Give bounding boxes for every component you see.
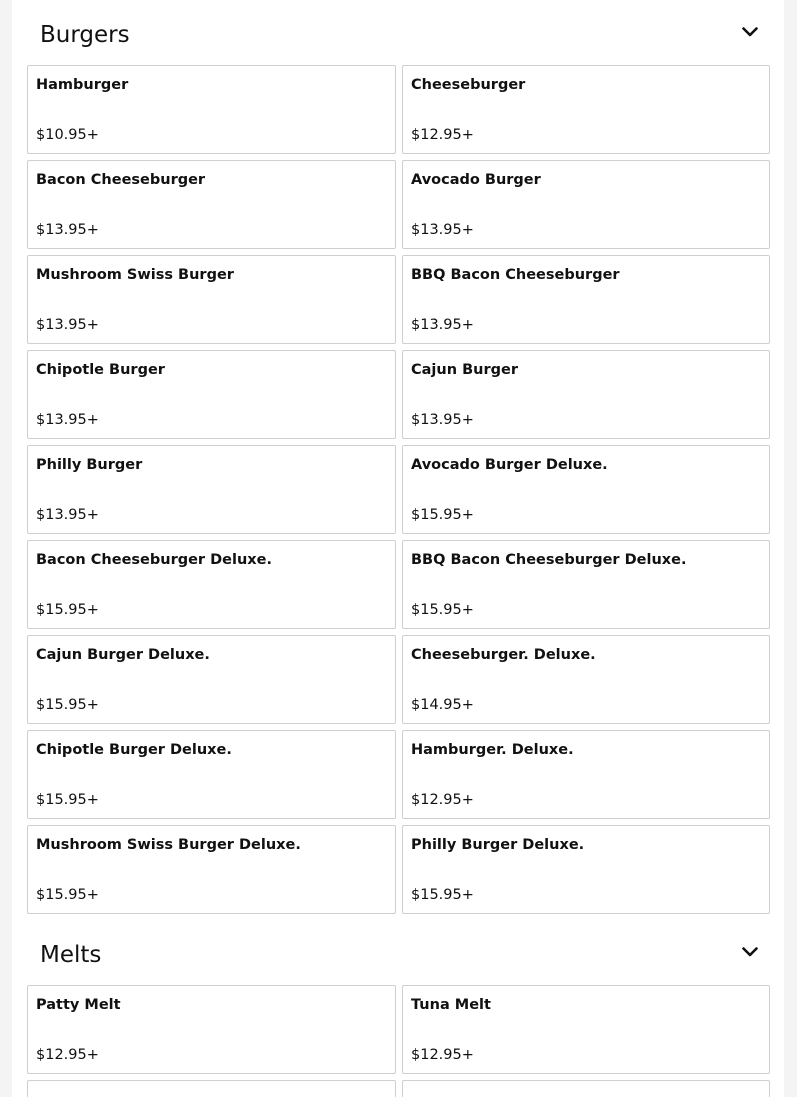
item-name: BBQ Bacon Cheeseburger Deluxe. [411, 552, 687, 568]
menu-item-card[interactable] [27, 445, 396, 534]
item-name: Avocado Burger [411, 172, 541, 188]
item-name: Cajun Burger Deluxe. [36, 647, 210, 663]
item-name: BBQ Bacon Cheeseburger [411, 267, 620, 283]
menu-item-card[interactable] [402, 445, 770, 534]
menu-item-card[interactable] [402, 635, 770, 724]
item-price: $13.95+ [411, 222, 474, 238]
menu-item-card[interactable] [402, 730, 770, 819]
item-name: Bacon Cheeseburger Deluxe. [36, 552, 272, 568]
item-price: $12.95+ [36, 1047, 99, 1063]
item-name: Hamburger [36, 77, 129, 93]
item-name: Tuna Melt [411, 997, 491, 1013]
item-price: $15.95+ [36, 602, 99, 618]
item-name: Mushroom Swiss Burger Deluxe. [36, 837, 301, 853]
menu-item-card[interactable] [27, 350, 396, 439]
section-header-melts[interactable] [12, 920, 784, 985]
menu-section-burgers [12, 0, 784, 914]
item-price: $15.95+ [411, 887, 474, 903]
item-price: $13.95+ [36, 507, 99, 523]
item-price: $15.95+ [411, 507, 474, 523]
menu-item-card[interactable] [402, 825, 770, 914]
item-price: $13.95+ [36, 412, 99, 428]
menu-item-card[interactable] [27, 985, 396, 1074]
chevron-down-icon[interactable] [739, 943, 761, 961]
section-header-burgers[interactable] [12, 0, 784, 65]
item-price: $13.95+ [36, 317, 99, 333]
item-price: $15.95+ [36, 697, 99, 713]
menu-item-card[interactable] [402, 160, 770, 249]
item-price: $13.95+ [411, 317, 474, 333]
menu-item-card[interactable] [402, 1080, 770, 1097]
menu-item-card[interactable] [402, 350, 770, 439]
item-name: Patty Melt [36, 997, 121, 1013]
item-price: $15.95+ [36, 792, 99, 808]
menu-item-card[interactable] [402, 65, 770, 154]
item-price: $14.95+ [411, 697, 474, 713]
item-name: Cheeseburger [411, 77, 526, 93]
menu-item-card[interactable] [27, 540, 396, 629]
item-name: Chipotle Burger [36, 362, 165, 378]
menu-item-card[interactable] [27, 825, 396, 914]
item-name: Chipotle Burger Deluxe. [36, 742, 232, 758]
item-price: $13.95+ [411, 412, 474, 428]
menu-item-card[interactable] [27, 730, 396, 819]
section-title: Melts [40, 942, 102, 968]
section-title: Burgers [40, 22, 130, 48]
menu-item-card[interactable] [402, 255, 770, 344]
item-price: $13.95+ [36, 222, 99, 238]
item-name: Philly Burger [36, 457, 143, 473]
chevron-down-icon[interactable] [739, 23, 761, 41]
menu-panel [12, 0, 784, 1097]
menu-item-grid [12, 985, 784, 1097]
item-price: $15.95+ [411, 602, 474, 618]
item-price: $15.95+ [36, 887, 99, 903]
menu-item-card[interactable] [27, 255, 396, 344]
item-name: Mushroom Swiss Burger [36, 267, 234, 283]
item-price: $12.95+ [411, 127, 474, 143]
menu-item-grid [12, 65, 784, 914]
item-name: Cheeseburger. Deluxe. [411, 647, 596, 663]
item-price: $12.95+ [411, 1047, 474, 1063]
menu-item-card[interactable] [27, 160, 396, 249]
item-name: Cajun Burger [411, 362, 518, 378]
item-name: Avocado Burger Deluxe. [411, 457, 608, 473]
item-price: $12.95+ [411, 792, 474, 808]
item-price: $10.95+ [36, 127, 99, 143]
menu-section-melts [12, 920, 784, 1097]
item-name: Philly Burger Deluxe. [411, 837, 585, 853]
menu-item-card[interactable] [27, 1080, 396, 1097]
item-name: Bacon Cheeseburger [36, 172, 206, 188]
menu-item-card[interactable] [402, 985, 770, 1074]
item-name: Hamburger. Deluxe. [411, 742, 574, 758]
menu-item-card[interactable] [402, 540, 770, 629]
menu-item-card[interactable] [27, 65, 396, 154]
menu-item-card[interactable] [27, 635, 396, 724]
